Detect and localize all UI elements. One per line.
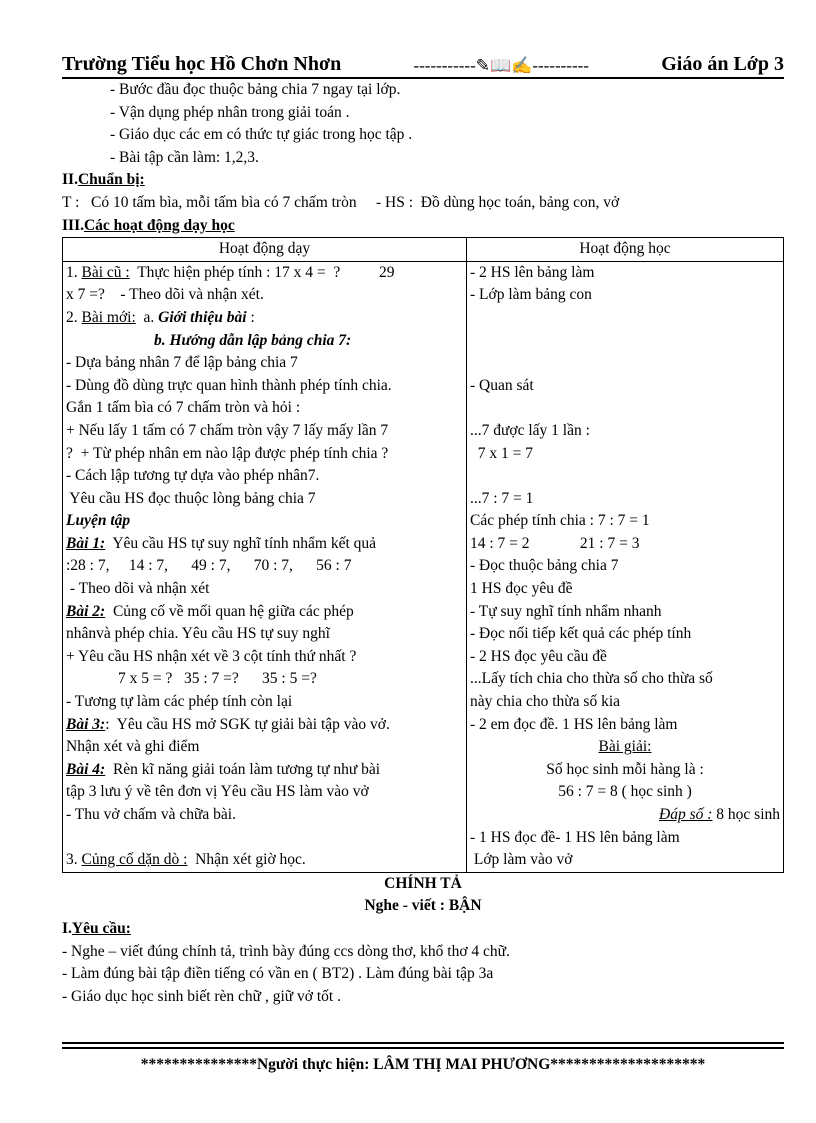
goal-item: - Bài tập cần làm: 1,2,3. bbox=[110, 148, 259, 166]
teacher-line: Luyện tập bbox=[66, 512, 131, 530]
teacher-line: - Cách lập tương tự dựa vào phép nhân7. bbox=[66, 467, 320, 485]
teacher-line: tập 3 lưu ý về tên đơn vị Yêu cầu HS làm vào vở bbox=[66, 783, 369, 801]
student-line: - Quan sát bbox=[470, 376, 534, 394]
prep-title: Chuẩn bị: bbox=[77, 171, 145, 189]
requirements-heading bbox=[62, 918, 784, 941]
teacher-line: Gắn 1 tấm bìa có 7 chấm tròn và hỏi : bbox=[66, 399, 301, 417]
teacher-line: x 7 =? - Theo dõi và nhận xét. bbox=[66, 286, 264, 304]
student-activities bbox=[467, 261, 784, 872]
grade-label: Giáo án Lớp 3 bbox=[661, 53, 784, 75]
student-line bbox=[470, 330, 780, 353]
student-line: 7 x 1 = 7 bbox=[470, 444, 533, 462]
teacher-line bbox=[66, 827, 463, 850]
student-line: - 2 HS lên bảng làm bbox=[470, 263, 595, 281]
student-line: 56 : 7 = 8 ( học sinh ) bbox=[558, 783, 692, 801]
goals-list bbox=[62, 79, 784, 169]
student-line bbox=[470, 352, 780, 375]
requirements-list bbox=[62, 941, 784, 1009]
student-line: - Tự suy nghĩ tính nhẩm nhanh bbox=[470, 602, 662, 620]
student-line bbox=[470, 397, 780, 420]
teacher-line: :28 : 7, 14 : 7, 49 : 7, 70 : 7, 56 : 7 bbox=[66, 557, 352, 575]
goal-item: - Bước đầu đọc thuộc bảng chia 7 ngay tại lớp. bbox=[110, 81, 401, 98]
document-body bbox=[62, 79, 784, 1008]
teacher-line: b. Hướng dẫn lập bảng chia 7: bbox=[154, 331, 352, 349]
teacher-activities bbox=[63, 261, 467, 872]
teacher-line: - Theo dõi và nhận xét bbox=[66, 580, 210, 598]
student-line: 1 HS đọc yêu đề bbox=[470, 580, 573, 598]
lesson-title: CHÍNH TẢ bbox=[384, 874, 462, 892]
student-line: này chia cho thừa số kia bbox=[470, 693, 621, 711]
student-line: Các phép tính chia : 7 : 7 = 1 bbox=[470, 512, 650, 530]
activities-heading bbox=[62, 215, 784, 238]
student-line: - 2 em đọc đề. 1 HS lên bảng làm bbox=[470, 715, 678, 733]
teacher-line: - Dùng đồ dùng trực quan hình thành phép tính chia. bbox=[66, 376, 392, 394]
requirement-item: - Giáo dục học sinh biết rèn chữ , giữ vở tốt . bbox=[62, 987, 341, 1005]
requirements-title: Yêu cầu: bbox=[71, 919, 131, 937]
student-line: Bài giải: bbox=[598, 738, 652, 756]
prep-text: T : Có 10 tấm bìa, mỗi tấm bìa có 7 chấm tròn - HS : Đồ dùng học toán, bảng con, vở bbox=[62, 193, 620, 211]
student-line: ...7 : 7 = 1 bbox=[470, 489, 534, 507]
student-line: Đáp số : 8 học sinh bbox=[659, 806, 780, 823]
book-ornament-icon: -----------✎📖✍---------- bbox=[413, 56, 589, 75]
teacher-line: Bài 1: Yêu cầu HS tự suy nghĩ tính nhẩm kết quả bbox=[66, 534, 377, 552]
teacher-line: 7 x 5 = ? 35 : 7 =? 35 : 5 =? bbox=[118, 670, 317, 688]
requirements-num: I. bbox=[62, 919, 72, 937]
teacher-line: nhânvà phép chia. Yêu cầu HS tự suy nghĩ bbox=[66, 625, 330, 643]
teacher-line: ? + Từ phép nhân em nào lập được phép tính chia ? bbox=[66, 444, 389, 462]
student-line: - 1 HS đọc đề- 1 HS lên bảng làm bbox=[470, 828, 680, 846]
teacher-line: Bài 3:: Yêu cầu HS mở SGK tự giải bài tập vào vở. bbox=[66, 715, 390, 733]
teacher-line: + Yêu cầu HS nhận xét về 3 cột tính thứ nhất ? bbox=[66, 647, 357, 665]
prep-num: II. bbox=[62, 171, 78, 189]
student-line: - Lớp làm bảng con bbox=[470, 286, 592, 304]
student-line: 14 : 7 = 2 21 : 7 = 3 bbox=[470, 534, 640, 552]
student-line bbox=[470, 465, 780, 488]
activities-num: III. bbox=[62, 216, 84, 234]
school-name: Trường Tiểu học Hồ Chơn Nhơn bbox=[62, 53, 342, 75]
requirement-item: - Làm đúng bài tập điền tiếng có vần en ( BT2) . Làm đúng bài tập 3a bbox=[62, 965, 494, 983]
student-line: ...Lấy tích chia cho thừa số cho thừa số bbox=[470, 670, 713, 688]
student-line: - Đọc nối tiếp kết quả các phép tính bbox=[470, 625, 692, 643]
lesson-subtitle: Nghe - viết : BẬN bbox=[364, 897, 482, 915]
teacher-line: 2. Bài mới: a. Giới thiệu bài : bbox=[66, 308, 255, 326]
student-column-header: Hoạt động học bbox=[467, 238, 784, 262]
page-header bbox=[62, 48, 784, 79]
student-line: - Đọc thuộc bảng chia 7 bbox=[470, 557, 619, 575]
author-footer: ***************Người thực hiện: LÂM THỊ MAI PHƯƠNG******************** bbox=[140, 1056, 706, 1073]
student-line bbox=[470, 307, 780, 330]
teacher-line: Bài 2: Củng cố về mối quan hệ giữa các phép bbox=[66, 602, 354, 620]
prep-heading bbox=[62, 169, 784, 192]
teacher-line: 1. Bài cũ : Thực hiện phép tính : 17 x 4 = ? 29 bbox=[66, 263, 395, 281]
teacher-line: - Dựa bảng nhân 7 để lập bảng chia 7 bbox=[66, 354, 298, 372]
table-row bbox=[63, 261, 784, 872]
student-line: Số học sinh mỗi hàng là : bbox=[546, 760, 704, 778]
teacher-line: - Tương tự làm các phép tính còn lại bbox=[66, 693, 293, 711]
teacher-line: Bài 4: Rèn kĩ năng giải toán làm tương tự như bài bbox=[66, 760, 381, 778]
teacher-line: - Thu vở chấm và chữa bài. bbox=[66, 806, 236, 823]
goal-item: - Giáo dục các em có thức tự giác trong học tập . bbox=[110, 126, 413, 144]
activities-table bbox=[62, 237, 784, 873]
teacher-line: Nhận xét và ghi điểm bbox=[66, 738, 200, 756]
goal-item: - Vận dụng phép nhân trong giải toán . bbox=[110, 103, 350, 121]
footer-rule bbox=[62, 1042, 784, 1052]
student-line: ...7 được lấy 1 lần : bbox=[470, 421, 590, 439]
requirement-item: - Nghe – viết đúng chính tả, trình bày đúng ccs dòng thơ, khổ thơ 4 chữ. bbox=[62, 942, 510, 960]
teacher-line: + Nếu lấy 1 tấm có 7 chấm tròn vậy 7 lấy mấy lần 7 bbox=[66, 421, 389, 439]
student-line: Lớp làm vào vở bbox=[470, 851, 573, 869]
teacher-column-header: Hoạt động dạy bbox=[63, 238, 467, 262]
student-line: - 2 HS đọc yêu cầu đề bbox=[470, 647, 607, 665]
lesson-page bbox=[62, 48, 784, 1008]
teacher-line: 3. Củng cố dặn dò : Nhận xét giờ học. bbox=[66, 851, 306, 869]
teacher-line: Yêu cầu HS đọc thuộc lòng bảng chia 7 bbox=[66, 489, 316, 507]
activities-title: Các hoạt động dạy học bbox=[83, 216, 235, 234]
